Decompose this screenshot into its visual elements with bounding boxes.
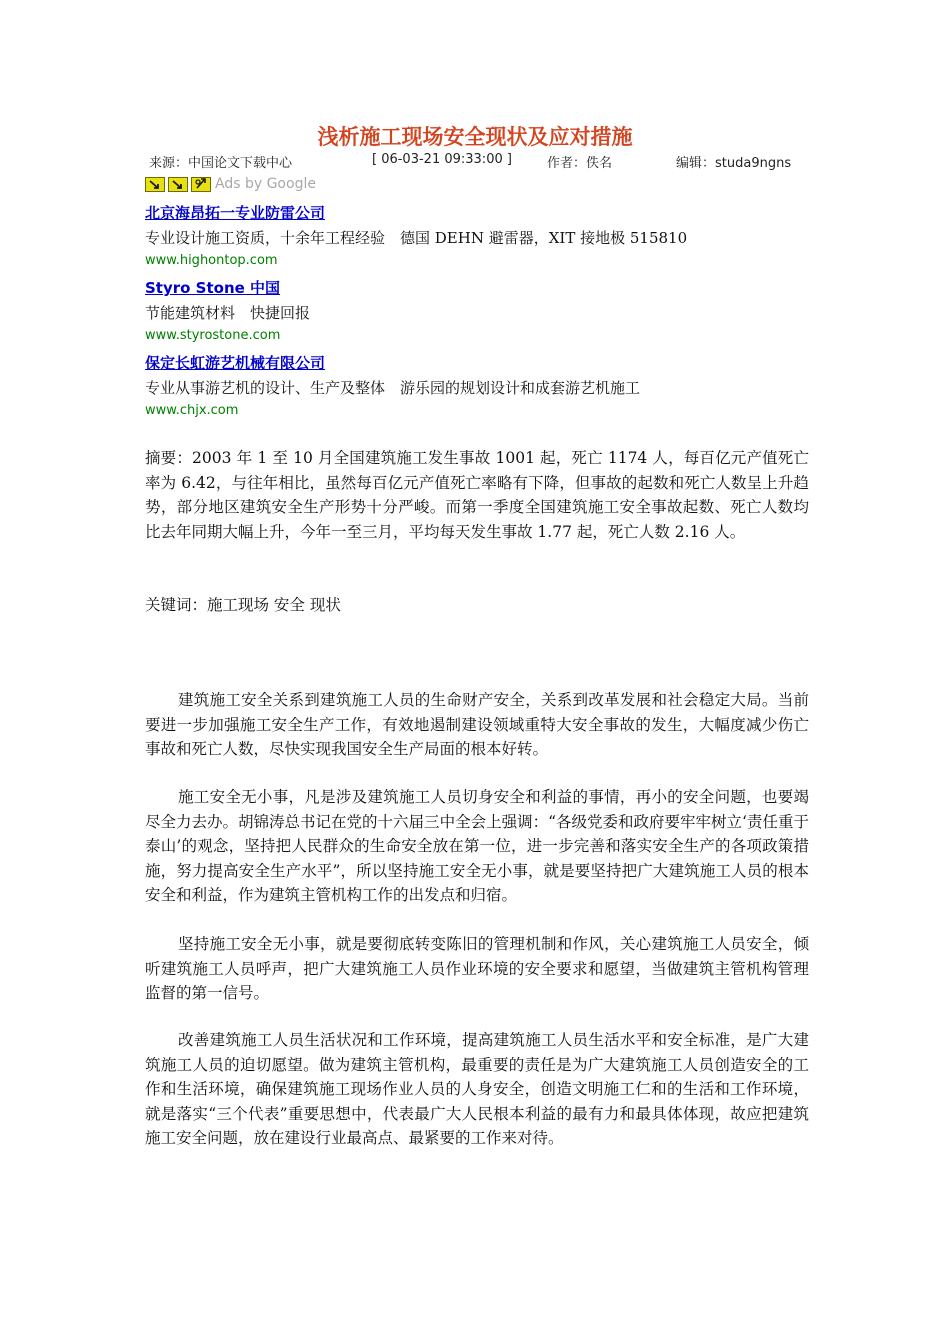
body-paragraph: 改善建筑施工人员生活状况和工作环境，提高建筑施工人员生活水平和安全标准，是广大建筑施工人员的迫切愿望。做为建筑主管机构，最重要的责任是为广大建筑施工人员创造安全的工作和生活环境，确保建筑施工现场作业人员的人身安全，创造文明施工仁和的生活和工作环境，就是落实“三个代表”重要思想中，代表最广大人民根本利益的最有力和最具体体现，故应把建筑施工安全问题，放在建设行业最高点、最紧要的工作来对待。 [145,1031,809,1148]
ad-title-link[interactable]: 北京海昂拓一专业防雷公司 [145,204,326,222]
keywords-line: 关键词：施工现场 安全 现状 [145,596,341,614]
ad-feedback-icon[interactable] [191,177,211,192]
ad-arrow-icon[interactable] [145,177,165,192]
ad-description: 节能建筑材料 快捷回报 [145,304,311,322]
ads-header [145,175,316,193]
ad-arrow-icon[interactable] [168,177,188,192]
abstract-paragraph: 摘要：2003 年 1 至 10 月全国建筑施工发生事故 1001 起，死亡 1174 人，每百亿元产值死亡率为 6.42，与往年相比，虽然每百亿元产值死亡率略有下降，但事故的起数和死亡人数呈上升趋势，部分地区建筑安全生产形势十分严峻。而第一季度全国建筑施工安全事故起数、死亡人数均比去年同期大幅上升，今年一至三月，平均每天发生事故 1.77 起，死亡人数 2.16 人。 [145,449,809,541]
ads-by-google-label[interactable]: Ads by Google [215,176,316,192]
article-datetime: [ 06-03-21 09:33:00 ] [372,152,512,167]
ad-url[interactable]: www.styrostone.com [145,328,281,343]
article-editor [676,152,791,171]
ad-title-link[interactable]: 保定长虹游艺机械有限公司 [145,354,326,372]
body-paragraph: 施工安全无小事，凡是涉及建筑施工人员切身安全和利益的事情，再小的安全问题，也要竭尽全力去办。胡锦涛总书记在党的十六届三中全会上强调：“各级党委和政府要牢牢树立‘责任重于泰山’的观念，坚持把人民群众的生命安全放在第一位，进一步完善和落实安全生产的各项政策措施，努力提高安全生产水平”，所以坚持施工安全无小事，就是要坚持把广大建筑施工人员的根本安全和利益，作为建筑主管机构工作的出发点和归宿。 [145,788,809,905]
article-title: 浅析施工现场安全现状及应对措施 [317,124,633,149]
body-paragraph: 坚持施工安全无小事，就是要彻底转变陈旧的管理机制和作风，关心建筑施工人员安全，倾听建筑施工人员呼声，把广大建筑施工人员作业环境的安全要求和愿望，当做建筑主管机构管理监督的第一信号。 [145,935,809,1003]
body-paragraph: 建筑施工安全关系到建筑施工人员的生命财产安全，关系到改革发展和社会稳定大局。当前要进一步加强施工安全生产工作，有效地遏制建设领域重特大安全事故的发生，大幅度减少伤亡事故和死亡人数，尽快实现我国安全生产局面的根本好转。 [145,691,809,759]
article-source: 来源：中国论文下载中心 [149,156,293,171]
ad-url[interactable]: www.highontop.com [145,253,278,268]
ad-title-link[interactable]: Styro Stone 中国 [145,279,281,297]
ad-url[interactable]: www.chjx.com [145,403,239,418]
ad-description: 专业从事游艺机的设计、生产及整体 游乐园的规划设计和成套游艺机施工 [145,379,641,397]
article-author: 作者：佚名 [547,156,613,171]
ad-description: 专业设计施工资质，十余年工程经验 德国 DEHN 避雷器，XIT 接地极 515810 [145,229,688,247]
editor-label: 编辑： [676,156,716,171]
editor-value: studa9ngns [715,156,792,171]
